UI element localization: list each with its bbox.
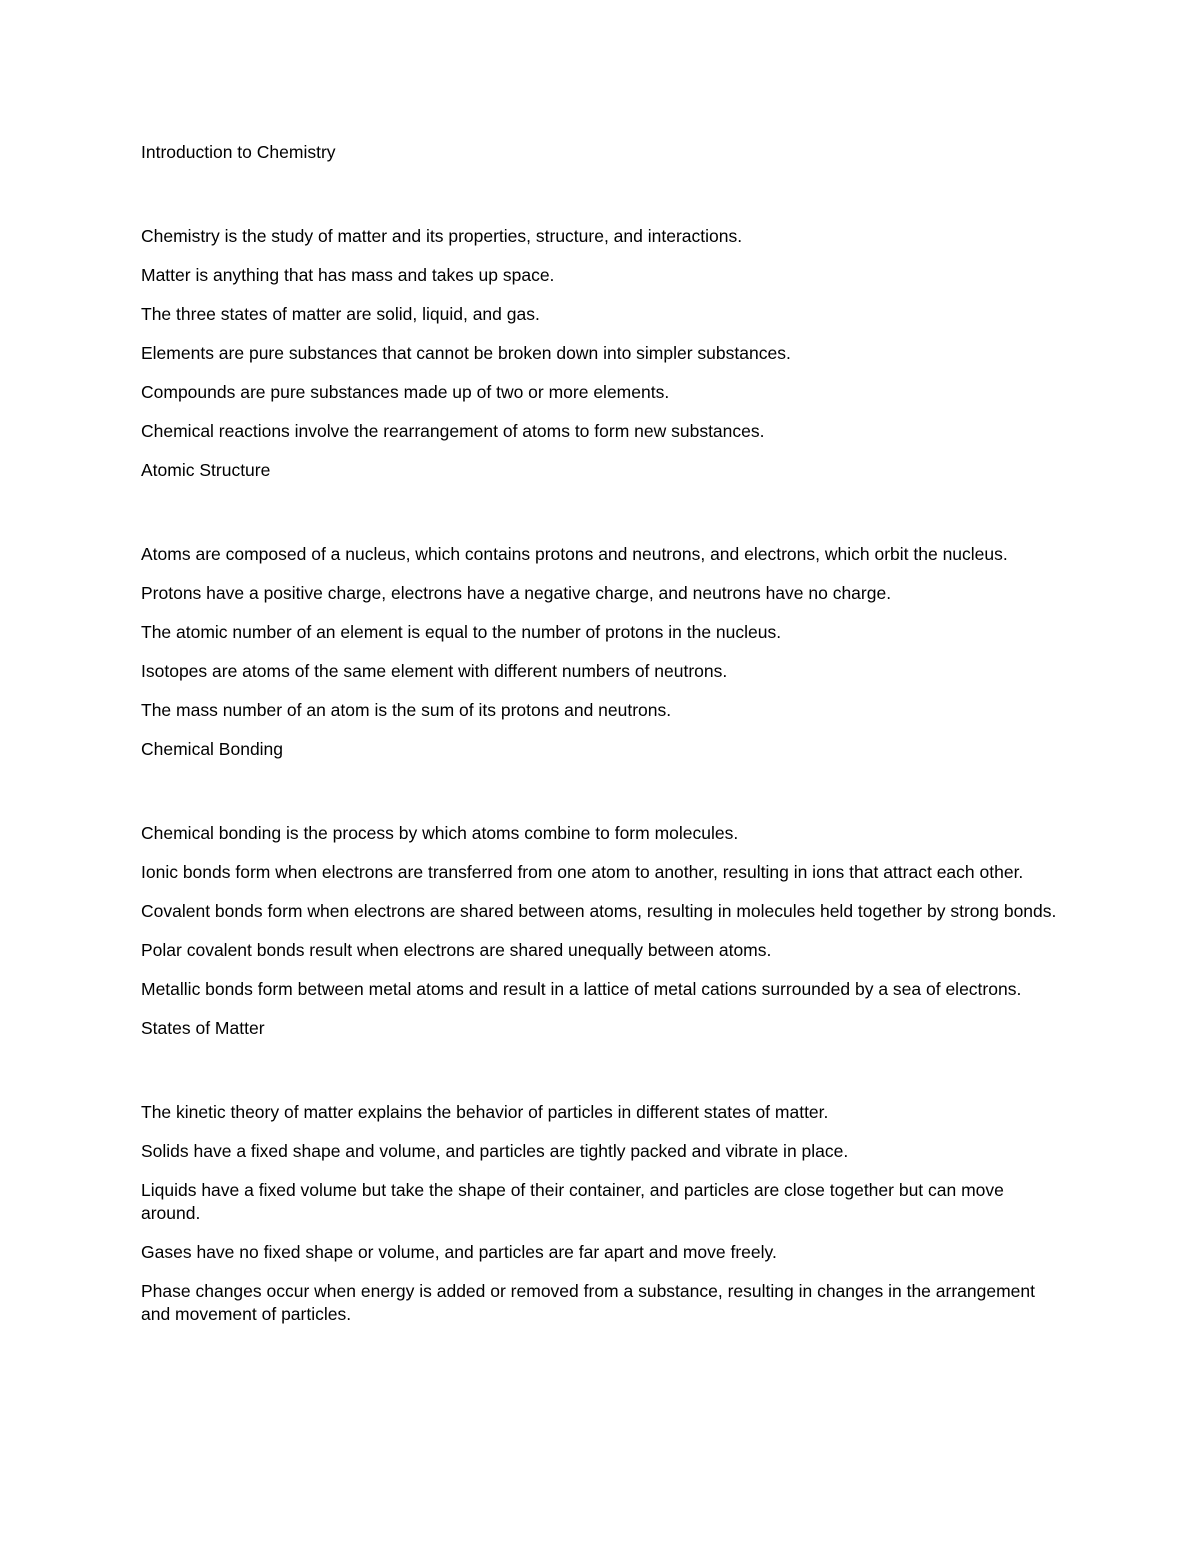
paragraph: Polar covalent bonds result when electrons are shared unequally between atoms. [141, 940, 772, 960]
section-heading: Atomic Structure [141, 460, 271, 480]
paragraph: Chemical reactions involve the rearrangement of atoms to form new substances. [141, 421, 765, 441]
paragraph: Chemical bonding is the process by which atoms combine to form molecules. [141, 823, 739, 843]
paragraph: The kinetic theory of matter explains the behavior of particles in different states of matter. [141, 1102, 829, 1122]
document-body [141, 141, 1066, 1342]
paragraph: Protons have a positive charge, electrons have a negative charge, and neutrons have no charge. [141, 583, 892, 603]
section-states-of-matter [141, 1017, 1066, 1326]
paragraph: Atoms are composed of a nucleus, which contains protons and neutrons, and electrons, which orbit the nucleus. [141, 544, 1008, 564]
paragraph: Liquids have a fixed volume but take the shape of their container, and particles are close together but can move around. [141, 1180, 1004, 1223]
paragraph: Chemistry is the study of matter and its properties, structure, and interactions. [141, 226, 743, 246]
section-chemical-bonding [141, 738, 1066, 1001]
section-atomic-structure [141, 459, 1066, 722]
paragraph: Isotopes are atoms of the same element with different numbers of neutrons. [141, 661, 728, 681]
paragraph: The three states of matter are solid, liquid, and gas. [141, 304, 540, 324]
paragraph: Compounds are pure substances made up of two or more elements. [141, 382, 670, 402]
section-heading: States of Matter [141, 1018, 265, 1038]
section-heading: Chemical Bonding [141, 739, 284, 759]
section-heading: Introduction to Chemistry [141, 142, 336, 162]
paragraph: Metallic bonds form between metal atoms and result in a lattice of metal cations surrounded by a sea of electrons. [141, 979, 1022, 999]
paragraph: Gases have no fixed shape or volume, and particles are far apart and move freely. [141, 1242, 777, 1262]
paragraph: Ionic bonds form when electrons are transferred from one atom to another, resulting in ions that attract each other. [141, 862, 1024, 882]
paragraph: Solids have a fixed shape and volume, and particles are tightly packed and vibrate in place. [141, 1141, 849, 1161]
section-introduction [141, 141, 1066, 443]
paragraph: Covalent bonds form when electrons are shared between atoms, resulting in molecules held together by strong bonds. [141, 901, 1057, 921]
paragraph: The mass number of an atom is the sum of its protons and neutrons. [141, 700, 672, 720]
paragraph: Elements are pure substances that cannot be broken down into simpler substances. [141, 343, 791, 363]
paragraph: The atomic number of an element is equal to the number of protons in the nucleus. [141, 622, 782, 642]
paragraph: Phase changes occur when energy is added or removed from a substance, resulting in changes in the arrangement and movement of particles. [141, 1281, 1035, 1324]
paragraph: Matter is anything that has mass and takes up space. [141, 265, 555, 285]
